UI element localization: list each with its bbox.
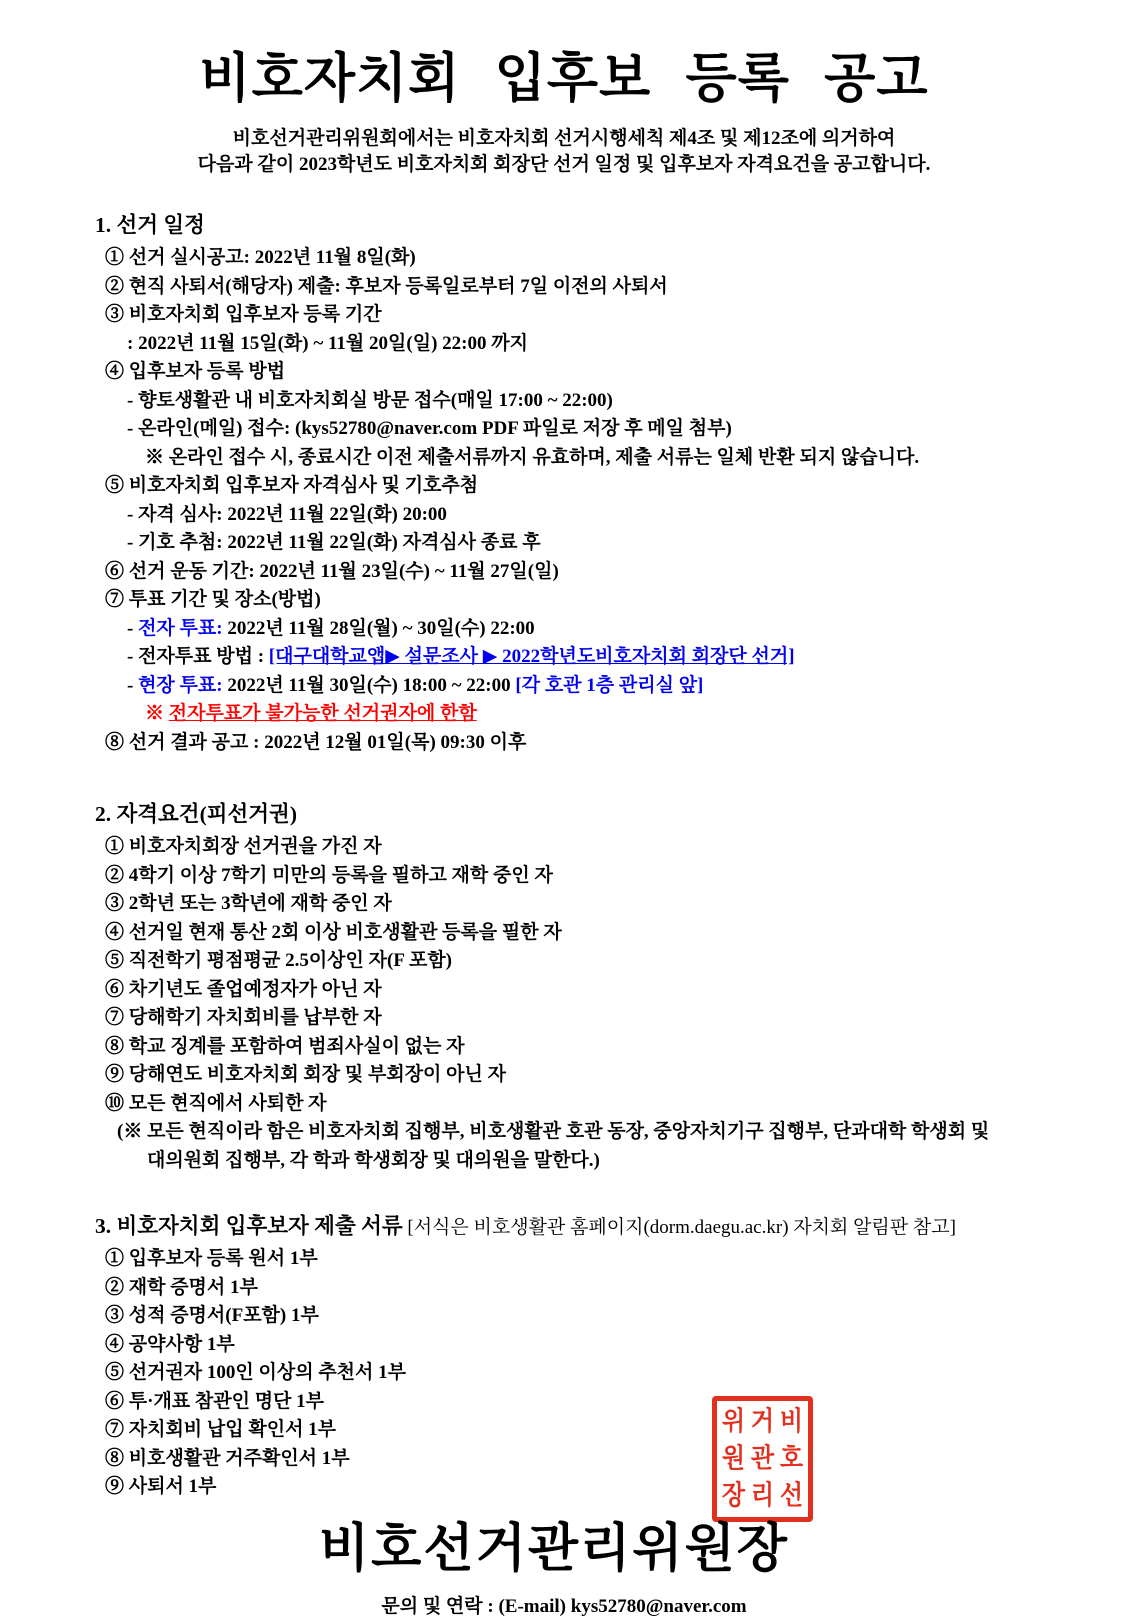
schedule-item-6: ⑥ 선거 운동 기간: 2022년 11월 23일(수) ~ 11월 27일(일) bbox=[105, 560, 559, 582]
seal-char: 장 bbox=[721, 1481, 746, 1511]
signature-text: 비호선거관리위원장 bbox=[318, 1520, 790, 1578]
official-seal-stamp bbox=[712, 1396, 813, 1522]
section-submission-documents bbox=[95, 1209, 1073, 1502]
eligibility-item-9: ⑨ 당해연도 비호자치회 회장 및 부회장이 아닌 자 bbox=[105, 1064, 506, 1085]
eligibility-heading: 2. 자격요건(피선거권) bbox=[95, 802, 297, 826]
schedule-item-3: ③ 비호자치회 입후보자 등록 기간 bbox=[105, 304, 382, 325]
documents-item-5: ⑤ 선거권자 100인 이상의 추천서 1부 bbox=[105, 1362, 406, 1383]
vote-note-text: 전자투표가 불가능한 선거권자에 한함 bbox=[168, 703, 477, 724]
seal-char: 선 bbox=[779, 1481, 804, 1511]
eligibility-item-8: ⑧ 학교 징계를 포함하여 범죄사실이 없는 자 bbox=[105, 1035, 465, 1057]
documents-item-8: ⑧ 비호생활관 거주확인서 1부 bbox=[105, 1447, 350, 1469]
schedule-item-2: ② 현직 사퇴서(해당자) 제출: 후보자 등록일로부터 7일 이전의 사퇴서 bbox=[105, 275, 668, 297]
page-title: 비호자치회 입후보 등록 공고 bbox=[199, 50, 929, 108]
evote-method-prefix: - 전자투표 방법 : bbox=[127, 646, 269, 667]
seal-char: 비 bbox=[779, 1407, 804, 1437]
schedule-item-3-detail: : 2022년 11월 15일(화) ~ 11월 20일(일) 22:00 까지 bbox=[127, 332, 528, 354]
documents-heading-note: [서식은 비호생활관 홈페이지(dorm.daegu.ac.kr) 자치회 알림판 참고] bbox=[402, 1217, 956, 1238]
schedule-heading: 1. 선거 일정 bbox=[95, 213, 205, 237]
schedule-item-4: ④ 입후보자 등록 방법 bbox=[105, 361, 286, 382]
documents-item-1: ① 입후보자 등록 원서 1부 bbox=[105, 1248, 318, 1269]
contact-line: 문의 및 연락 : (E-mail) kys52780@naver.com bbox=[381, 1595, 747, 1617]
schedule-vote-note-line bbox=[95, 700, 1073, 729]
schedule-item-4-sub-2: - 온라인(메일) 접수: (kys52780@naver.com PDF 파일로 저장 후 메일 첨부) bbox=[127, 418, 732, 439]
onsite-value: 2022년 11월 30일(수) 18:00 ~ 22:00 bbox=[222, 674, 516, 696]
seal-char: 호 bbox=[779, 1444, 804, 1474]
evote-dash: - bbox=[127, 617, 139, 639]
documents-item-7: ⑦ 자치회비 납입 확인서 1부 bbox=[105, 1419, 337, 1440]
schedule-evote-method-line bbox=[95, 643, 1073, 672]
schedule-item-8: ⑧ 선거 결과 공고 : 2022년 12월 01일(목) 09:30 이후 bbox=[105, 731, 527, 753]
documents-item-6: ⑥ 투·개표 참관인 명단 1부 bbox=[105, 1390, 325, 1412]
documents-item-9: ⑨ 사퇴서 1부 bbox=[105, 1476, 217, 1497]
seal-char: 관 bbox=[750, 1444, 775, 1474]
documents-heading-title: 3. 비호자치회 입후보자 제출 서류 bbox=[95, 1214, 403, 1238]
schedule-item-5-sub-1: - 자격 심사: 2022년 11월 22일(화) 20:00 bbox=[127, 503, 447, 525]
eligibility-item-6: ⑥ 차기년도 졸업예정자가 아닌 자 bbox=[105, 978, 382, 1000]
eligibility-item-7: ⑦ 당해학기 자치회비를 납부한 자 bbox=[105, 1007, 382, 1028]
intro-line-2: 다음과 같이 2023학년도 비호자치회 회장단 선거 일정 및 입후보자 자격요건을 공고합니다. bbox=[197, 154, 931, 175]
documents-item-3: ③ 성적 증명서(F포함) 1부 bbox=[105, 1305, 319, 1326]
schedule-item-4-note: ※ 온라인 접수 시, 종료시간 이전 제출서류까지 유효하며, 제출 서류는 일체 반환 되지 않습니다. bbox=[145, 446, 920, 468]
documents-heading bbox=[95, 1209, 1073, 1240]
eligibility-note-line-1: (※ 모든 현직이라 함은 비호자치회 집행부, 비호생활관 호관 동장, 중앙자치기구 집행부, 단과대학 학생회 및 bbox=[117, 1121, 990, 1142]
eligibility-item-2: ② 4학기 이상 7학기 미만의 등록을 필하고 재학 중인 자 bbox=[105, 864, 553, 886]
seal-char: 원 bbox=[721, 1444, 746, 1474]
schedule-item-4-sub-1: - 향토생활관 내 비호자치회실 방문 접수(매일 17:00 ~ 22:00) bbox=[127, 389, 613, 411]
documents-item-4: ④ 공약사항 1부 bbox=[105, 1333, 235, 1355]
seal-char: 거 bbox=[750, 1407, 775, 1437]
evote-value: 2022년 11월 28일(월) ~ 30일(수) 22:00 bbox=[222, 617, 535, 639]
eligibility-item-4: ④ 선거일 현재 통산 2회 이상 비호생활관 등록을 필한 자 bbox=[105, 921, 562, 943]
schedule-evote-line bbox=[95, 615, 1073, 644]
vote-note-marker: ※ bbox=[145, 703, 169, 724]
documents-item-2: ② 재학 증명서 1부 bbox=[105, 1276, 258, 1298]
eligibility-item-5: ⑤ 직전학기 평점평균 2.5이상인 자(F 포함) bbox=[105, 950, 453, 971]
eligibility-item-10: ⑩ 모든 현직에서 사퇴한 자 bbox=[105, 1092, 327, 1114]
intro-line-1: 비호선거관리위원회에서는 비호자치회 선거시행세칙 제4조 및 제12조에 의거하여 bbox=[232, 128, 896, 149]
eligibility-note-line-2: 대의원회 집행부, 각 학과 학생회장 및 대의원을 말한다.) bbox=[147, 1149, 600, 1171]
onsite-dash: - bbox=[127, 674, 139, 696]
onsite-label: 현장 투표: bbox=[138, 674, 223, 696]
eligibility-item-3: ③ 2학년 또는 3학년에 재학 중인 자 bbox=[105, 893, 392, 914]
evote-method-link[interactable]: [대구대학교앱▶ 설문조사 ▶ 2022학년도비호자치회 회장단 선거] bbox=[268, 646, 795, 667]
section-eligibility bbox=[95, 797, 1073, 1175]
schedule-item-5: ⑤ 비호자치회 입후보자 자격심사 및 기호추첨 bbox=[105, 475, 479, 496]
schedule-onsite-line bbox=[95, 672, 1073, 701]
signature-block bbox=[95, 1506, 1073, 1581]
schedule-item-1: ① 선거 실시공고: 2022년 11월 8일(화) bbox=[105, 247, 416, 268]
onsite-location: [각 호관 1층 관리실 앞] bbox=[515, 674, 704, 696]
schedule-item-7: ⑦ 투표 기간 및 장소(방법) bbox=[105, 589, 321, 610]
section-election-schedule bbox=[95, 208, 1073, 757]
seal-char: 위 bbox=[721, 1407, 746, 1437]
seal-char: 리 bbox=[750, 1481, 775, 1511]
schedule-item-5-sub-2: - 기호 추첨: 2022년 11월 22일(화) 자격심사 종료 후 bbox=[127, 532, 541, 553]
eligibility-item-1: ① 비호자치회장 선거권을 가진 자 bbox=[105, 836, 382, 857]
evote-label: 전자 투표: bbox=[138, 617, 223, 639]
